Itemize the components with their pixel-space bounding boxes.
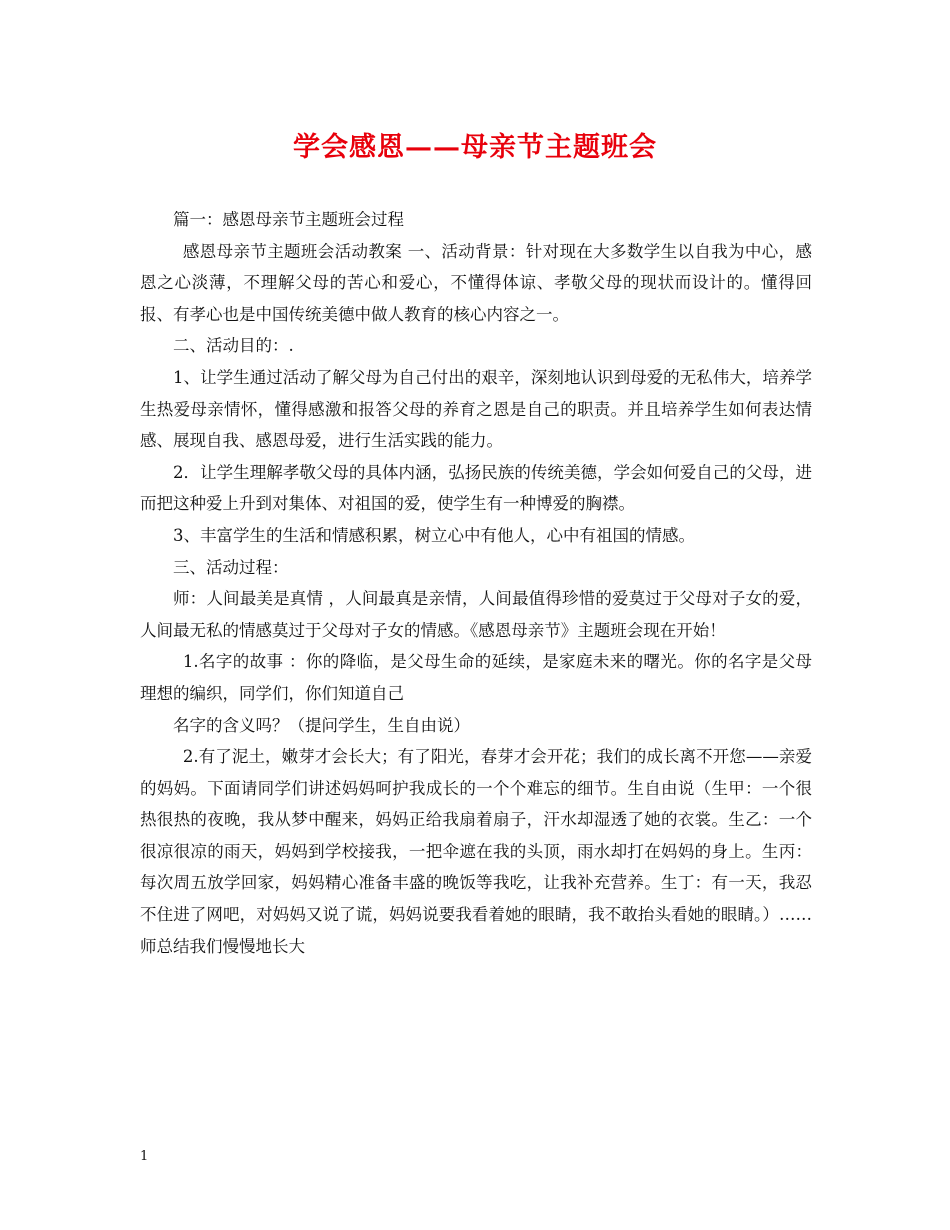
paragraph: 师：人间最美是真情 ，人间最真是亲情，人间最值得珍惜的爱莫过于父母对子女的爱，人间最无私的情感莫过于父母对子女的情感。《感恩母亲节》主题班会现在开始！ [140,589,812,640]
paragraph: 名字的含义吗？（提问学生，生自由说） [173,715,470,735]
paragraph: 1、让学生通过活动了解父母为自己付出的艰辛，深刻地认识到母爱的无私伟大，培养学生热爱母亲情怀，懂得感激和报答父母的养育之恩是自己的职责。并且培养学生如何表达情感、展现自我、感恩母爱，进行生活实践的能力。 [140,367,812,451]
page-number: 1 [140,1149,149,1164]
paragraph: 感恩母亲节主题班会活动教案 一、活动背景：针对现在大多数学生以自我为中心，感恩之心淡薄，不理解父母的苦心和爱心，不懂得体谅、孝敬父母的现状而设计的。懂得回报、有孝心也是中国传统美德中做人教育的核心内容之一。 [140,241,812,324]
document-body [140,204,812,962]
paragraph: 2.有了泥土，嫩芽才会长大；有了阳光，春芽才会开花；我们的成长离不开您——亲爱的妈妈。下面请同学们讲述妈妈呵护我成长的一个个难忘的细节。生自由说（生甲：一个很热很热的夜晚，我从梦中醒来，妈妈正给我扇着扇子，汗水却湿透了她的衣裳。生乙：一个很凉很凉的雨天，妈妈到学校接我，一把伞遮在我的头顶，雨水却打在妈妈的身上。生丙：每次周五放学回家，妈妈精心准备丰盛的晚饭等我吃，让我补充营养。生丁：有一天，我忍不住进了网吧，对妈妈又说了谎，妈妈说要我看着她的眼睛，我不敢抬头看她的眼睛。）……师总结我们慢慢地长大 [140,747,812,956]
paragraph: 2．让学生理解孝敬父母的具体内涵，弘扬民族的传统美德，学会如何爱自己的父母，进而把这种爱上升到对集体、对祖国的爱，使学生有一种博爱的胸襟。 [140,462,812,514]
paragraph: 二、活动目的：. [173,336,294,356]
paragraph: 篇一：感恩母亲节主题班会过程 [173,210,404,229]
paragraph: 3、丰富学生的生活和情感积累，树立心中有他人，心中有祖国的情感。 [173,525,695,545]
paragraph: 1.名字的故事 ：你的降临，是父母生命的延续，是家庭未来的曙光。你的名字是父母理想的编织，同学们，你们知道自己 [140,652,812,703]
document-title: 学会感恩——母亲节主题班会 [293,132,657,163]
paragraph: 三、活动过程： [173,557,289,577]
